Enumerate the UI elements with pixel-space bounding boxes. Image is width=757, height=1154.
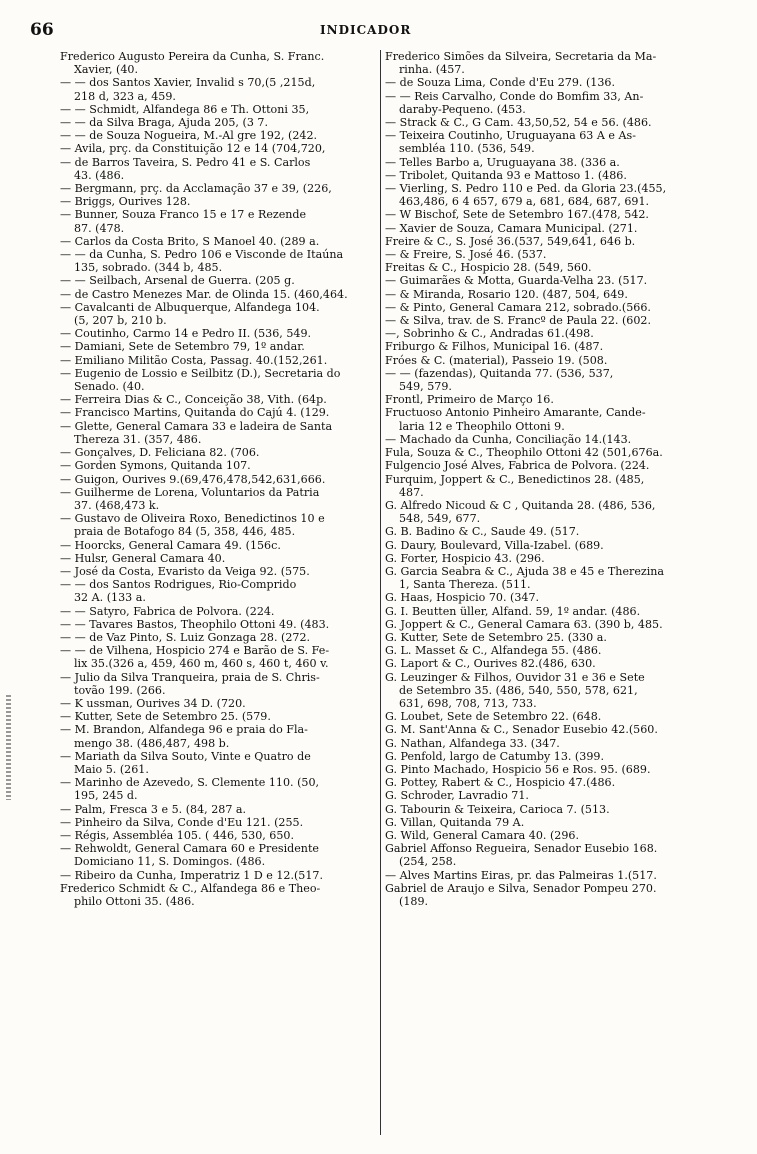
directory-entry [60,327,376,340]
directory-entry [385,776,737,789]
directory-entry [385,327,737,340]
entry-continuation: rinha. (457. [399,63,465,77]
directory-entry [60,539,376,552]
entry-line: — M. Brandon, Alfandega 96 e praia do Fla- [60,723,308,737]
directory-entry [385,591,737,604]
entry-line: — & Freire, S. José 46. (537. [385,248,547,262]
entry-line: G. M. Sant'Anna & C., Senador Eusebio 42.(560. [385,723,658,737]
directory-entry [60,367,376,393]
entry-line: Gabriel de Araujo e Silva, Senador Pompeu 270. [385,881,657,895]
entry-continuation: Maio 5. (261. [74,762,149,776]
directory-entry [385,235,737,248]
entry-line: — Telles Barbo a, Uruguayana 38. (336 a. [385,155,620,169]
entry-line: — Gonçalves, D. Feliciana 82. (706. [60,446,260,460]
entry-line: Fula, Souza & C., Theophilo Ottoni 42 (501,676a. [385,446,663,460]
entry-line: — Guigon, Ourives 9.(69,476,478,542,631,666. [60,472,326,486]
directory-entry [60,195,376,208]
entry-line: — Kutter, Sete de Setembro 25. (579. [60,710,271,724]
entry-line: G. Garcia Seabra & C., Ajuda 38 e 45 e Therezina [385,564,665,578]
entry-line: G. Schroder, Lavradio 71. [385,789,529,803]
directory-entry [385,710,737,723]
directory-entry [60,446,376,459]
entry-line: Fróes & C. (material), Passeio 19. (508. [385,353,608,367]
entry-line: — W Bischof, Sete de Setembro 167.(478, 542. [385,208,649,222]
directory-entry [60,552,376,565]
entry-line: — Ferreira Dias & C., Conceição 38, Vith. (64p. [60,393,327,407]
directory-entry [385,222,737,235]
directory-entry [385,644,737,657]
entry-line: — Damiani, Sete de Setembro 79, 1º andar. [60,340,305,354]
entry-line: — José da Costa, Evaristo da Veiga 92. (575. [60,564,310,578]
directory-entry [60,776,376,802]
entry-continuation: 43. (486. [74,168,125,182]
entry-line: — — de Vaz Pinto, S. Luiz Gonzaga 28. (272. [60,630,311,644]
directory-entry [385,406,737,432]
entry-line: — — da Silva Braga, Ajuda 205, (3 7. [60,116,268,130]
entry-continuation: Thereza 31. (357, 486. [74,432,202,446]
directory-entry [60,301,376,327]
directory-entry [385,539,737,552]
entry-line: — — Satyro, Fabrica de Polvora. (224. [60,604,275,618]
entry-line: G. Tabourin & Teixeira, Carioca 7. (513. [385,802,610,816]
entry-line: — Bunner, Souza Franco 15 e 17 e Rezende [60,208,307,222]
directory-entry [385,367,737,393]
entry-line: G. Daury, Boulevard, Villa-Izabel. (689. [385,538,604,552]
entry-line: — Machado da Cunha, Conciliação 14.(143. [385,432,632,446]
entry-continuation: (5, 207 b, 210 b. [74,314,167,328]
entry-line: — Guilherme de Lorena, Voluntarios da Patria [60,485,320,499]
directory-entry [385,473,737,499]
entry-continuation: Xavier, (40. [74,63,138,77]
directory-entry [385,842,737,868]
directory-entry [60,829,376,842]
entry-line: — — dos Santos Rodrigues, Rio-Comprido [60,578,297,592]
entry-line: Freire & C., S. José 36.(537, 549,641, 646 b. [385,234,636,248]
directory-entry [60,129,376,142]
entry-line: G. B. Badino & C., Saude 49. (517. [385,525,580,539]
entry-line: Gabriel Affonso Regueira, Senador Eusebio 168. [385,842,658,856]
directory-entry [385,882,737,908]
directory-entry [60,605,376,618]
entry-line: — Pinheiro da Silva, Conde d'Eu 121. (255. [60,815,304,829]
entry-continuation: 631, 698, 708, 713, 733. [399,696,537,710]
directory-entry [60,274,376,287]
directory-entry [60,76,376,102]
column-divider [380,50,381,1135]
entry-line: G. Forter, Hospicio 43. (296. [385,551,545,565]
entry-line: — — de Vilhena, Hospicio 274 e Barão de S. Fe- [60,644,330,658]
entry-continuation: sembléa 110. (536, 549. [399,142,535,156]
entry-line: — Hoorcks, General Camara 49. (156c. [60,538,281,552]
directory-entry [385,208,737,221]
entry-line: — Guimarães & Motta, Guarda-Velha 23. (517. [385,274,648,288]
directory-entry [60,340,376,353]
entry-line: — — Reis Carvalho, Conde do Bomfim 33, An- [385,89,644,103]
entry-line: — & Silva, trav. de S. Francº de Paula 22. (602. [385,314,651,328]
directory-entry [60,578,376,604]
directory-entry [60,420,376,446]
directory-entry [385,301,737,314]
entry-line: G. Alfredo Nicoud & C , Quitanda 28. (486, 536, [385,498,656,512]
entry-line: Fructuoso Antonio Pinheiro Amarante, Cande- [385,406,646,420]
entry-line: G. Laport & C., Ourives 82.(486, 630. [385,657,596,671]
directory-entry [385,446,737,459]
entry-line: — Gorden Symons, Quitanda 107. [60,459,251,473]
entry-line: — de Castro Menezes Mar. de Olinda 15. (460,464. [60,287,348,301]
directory-entry [385,261,737,274]
entry-continuation: 1, Santa Thereza. (511. [399,578,531,592]
entry-line: — Avila, prç. da Constituição 12 e 14 (704,720, [60,142,326,156]
page-number: 66 [30,20,54,40]
directory-entry [60,208,376,234]
right-column [385,50,737,908]
entry-line: Frederico Schmidt & C., Alfandega 86 e Theo- [60,881,321,895]
entry-continuation: (254, 258. [399,855,457,869]
entry-line: Frederico Simões da Silveira, Secretaria da Ma- [385,50,657,63]
directory-entry [60,697,376,710]
directory-entry [60,512,376,538]
entry-line: — Tribolet, Quitanda 93 e Mattoso 1. (486. [385,168,627,182]
directory-entry [60,473,376,486]
entry-line: — — Tavares Bastos, Theophilo Ottoni 49. (483. [60,617,330,631]
entry-continuation: 487. [399,485,424,499]
directory-entry [60,393,376,406]
directory-entry [385,618,737,631]
directory-entry [385,552,737,565]
entry-line: — Vierling, S. Pedro 110 e Ped. da Gloria 23.(455, [385,182,667,196]
entry-continuation: Domiciano 11, S. Domingos. (486. [74,855,266,869]
entry-line: — — de Souza Nogueira, M.-Al gre 192, (242. [60,129,318,143]
entry-line: Fulgencio José Alves, Fabrica de Polvora. (224. [385,459,650,473]
entry-line: — Hulsr, General Camara 40. [60,551,226,565]
directory-entry [385,433,737,446]
directory-entry [385,50,737,76]
directory-entry [385,354,737,367]
directory-entry [385,737,737,750]
directory-entry [60,882,376,908]
directory-entry [385,565,737,591]
entry-line: Frederico Augusto Pereira da Cunha, S. Franc. [60,50,325,63]
entry-line: — — dos Santos Xavier, Invalid s 70,(5 ,215d, [60,76,316,90]
directory-entry [385,657,737,670]
entry-line: —, Sobrinho & C., Andradas 61.(498. [385,327,594,341]
entry-line: — K ussman, Ourives 34 D. (720. [60,696,246,710]
directory-entry [385,393,737,406]
directory-entry [60,103,376,116]
directory-entry [385,274,737,287]
directory-entry [385,750,737,763]
directory-entry [385,525,737,538]
directory-entry [385,671,737,711]
entry-line: G. Leuzinger & Filhos, Ouvidor 31 e 36 e Sete [385,670,645,684]
entry-continuation: 549, 579. [399,380,452,394]
directory-entry [60,631,376,644]
entry-continuation: praia de Botafogo 84 (5, 358, 446, 485. [74,525,296,539]
entry-continuation: (189. [399,895,429,908]
directory-entry [385,763,737,776]
directory-entry [385,90,737,116]
entry-continuation: daraby-Pequeno. (453. [399,102,526,116]
directory-entry [60,723,376,749]
entry-line: — Xavier de Souza, Camara Municipal. (271. [385,221,638,235]
directory-entry [60,406,376,419]
directory-entry [385,314,737,327]
entry-line: — Cavalcanti de Albuquerque, Alfandega 104. [60,300,320,314]
entry-continuation: de Setembro 35. (486, 540, 550, 578, 621, [399,683,638,697]
entry-continuation: Senado. (40. [74,380,145,394]
directory-entry [60,710,376,723]
entry-continuation: 218 d, 323 a, 459. [74,89,176,103]
entry-line: — Mariath da Silva Souto, Vinte e Quatro de [60,749,311,763]
page-header [30,20,730,46]
entry-line: — Régis, Assembléa 105. ( 446, 530, 650. [60,828,295,842]
entry-line: — de Barros Taveira, S. Pedro 41 e S. Carlos [60,155,311,169]
directory-entry [385,869,737,882]
directory-entry [60,248,376,274]
directory-entry [60,618,376,631]
entry-line: — Coutinho, Carmo 14 e Pedro II. (536, 549. [60,327,312,341]
directory-entry [385,605,737,618]
directory-entry [385,129,737,155]
entry-line: G. Pinto Machado, Hospicio 56 e Ros. 95. (689. [385,762,651,776]
entry-line: — Ribeiro da Cunha, Imperatriz 1 D e 12.(517. [60,868,324,882]
directory-entry [385,459,737,472]
directory-entry [385,340,737,353]
entry-continuation: 87. (478. [74,221,125,235]
directory-entry [385,816,737,829]
directory-entry [385,248,737,261]
scan-artifact [6,695,11,800]
directory-entry [385,288,737,301]
directory-entry [60,816,376,829]
entry-line: — de Souza Lima, Conde d'Eu 279. (136. [385,76,616,90]
entry-line: G. Penfold, largo de Catumby 13. (399. [385,749,604,763]
directory-entry [60,869,376,882]
entry-line: — & Miranda, Rosario 120. (487, 504, 649. [385,287,628,301]
entry-continuation: 195, 245 d. [74,789,138,803]
entry-line: — Marinho de Azevedo, S. Clemente 110. (50, [60,776,320,790]
entry-line: — & Pinto, General Camara 212, sobrado.(566. [385,300,651,314]
directory-entry [385,116,737,129]
entry-continuation: philo Ottoni 35. (486. [74,895,195,908]
entry-line: G. Wild, General Camara 40. (296. [385,828,579,842]
directory-entry [60,750,376,776]
directory-entry [385,156,737,169]
directory-entry [385,499,737,525]
entry-continuation: 32 A. (133 a. [74,591,146,605]
left-column [60,50,376,908]
entry-line: — Briggs, Ourives 128. [60,195,191,209]
directory-entry [385,723,737,736]
entry-line: — Carlos da Costa Brito, S Manoel 40. (289 a. [60,234,320,248]
entry-line: Furquim, Joppert & C., Benedictinos 28. (485, [385,472,645,486]
entry-line: — Eugenio de Lossio e Seilbitz (D.), Secretaria do [60,366,341,380]
entry-line: Freitas & C., Hospicio 28. (549, 560. [385,261,592,275]
entry-continuation: laria 12 e Theophilo Ottoni 9. [399,419,565,433]
entry-line: — Emiliano Militão Costa, Passag. 40.(152,261. [60,353,328,367]
directory-entry [385,631,737,644]
directory-entry [385,169,737,182]
entry-line: — Glette, General Camara 33 e ladeira de Santa [60,419,333,433]
entry-line: G. Joppert & C., General Camara 63. (390 b, 485. [385,617,663,631]
directory-entry [60,182,376,195]
entry-line: G. Villan, Quitanda 79 A. [385,815,525,829]
entry-continuation: lix 35.(326 a, 459, 460 m, 460 s, 460 t, 460 v. [74,657,329,671]
directory-entry [60,671,376,697]
entry-continuation: 463,486, 6 4 657, 679 a, 681, 684, 687, 691. [399,195,650,209]
directory-entry [60,803,376,816]
entry-line: — — Schmidt, Alfandega 86 e Th. Ottoni 35, [60,102,310,116]
directory-entry [60,116,376,129]
entry-line: — Bergmann, prç. da Acclamação 37 e 39, (226, [60,182,332,196]
directory-entry [385,76,737,89]
entry-line: G. Loubet, Sete de Setembro 22. (648. [385,710,602,724]
entry-line: — Julio da Silva Tranqueira, praia de S. Chris- [60,670,320,684]
entry-line: — Francisco Martins, Quitanda do Cajú 4. (129. [60,406,330,420]
directory-entry [60,354,376,367]
directory-entry [385,182,737,208]
directory-entry [385,789,737,802]
entry-line: — — Seilbach, Arsenal de Guerra. (205 g. [60,274,295,288]
entry-line: — — da Cunha, S. Pedro 106 e Visconde de Itaúna [60,248,344,262]
entry-continuation: 37. (468,473 k. [74,498,160,512]
entry-line: — Gustavo de Oliveira Roxo, Benedictinos 10 e [60,512,325,526]
entry-line: — Teixeira Coutinho, Uruguayana 63 A e As- [385,129,636,143]
entry-line: G. Haas, Hospicio 70. (347. [385,591,540,605]
directory-entry [60,50,376,76]
entry-line: G. I. Beutten üller, Alfand. 59, 1º andar. (486. [385,604,641,618]
directory-entry [60,486,376,512]
entry-line: — Alves Martins Eiras, pr. das Palmeiras 1.(517. [385,868,657,882]
directory-entry [385,829,737,842]
directory-entry [60,459,376,472]
entry-line: — Palm, Fresca 3 e 5. (84, 287 a. [60,802,247,816]
entry-line: G. Nathan, Alfandega 33. (347. [385,736,560,750]
entry-line: G. Kutter, Sete de Setembro 25. (330 a. [385,630,607,644]
entry-continuation: tovão 199. (266. [74,683,166,697]
directory-entry [60,644,376,670]
entry-line: G. L. Masset & C., Alfandega 55. (486. [385,644,602,658]
directory-entry [60,842,376,868]
entry-line: — Strack & C., G Cam. 43,50,52, 54 e 56. (486. [385,116,652,130]
entry-continuation: 548, 549, 677. [399,512,481,526]
directory-entry [60,565,376,578]
directory-entry [60,288,376,301]
entry-continuation: 135, sobrado. (344 b, 485. [74,261,223,275]
entry-line: Friburgo & Filhos, Municipal 16. (487. [385,340,604,354]
running-title: INDICADOR [320,23,412,37]
entry-line: Frontl, Primeiro de Março 16. [385,393,554,407]
directory-entry [385,803,737,816]
entry-line: G. Pottey, Rabert & C., Hospicio 47.(486. [385,776,616,790]
entry-line: — — (fazendas), Quitanda 77. (536, 537, [385,366,614,380]
directory-entry [60,142,376,155]
entry-line: — Rehwoldt, General Camara 60 e Presidente [60,842,319,856]
directory-entry [60,235,376,248]
directory-entry [60,156,376,182]
entry-continuation: mengo 38. (486,487, 498 b. [74,736,230,750]
